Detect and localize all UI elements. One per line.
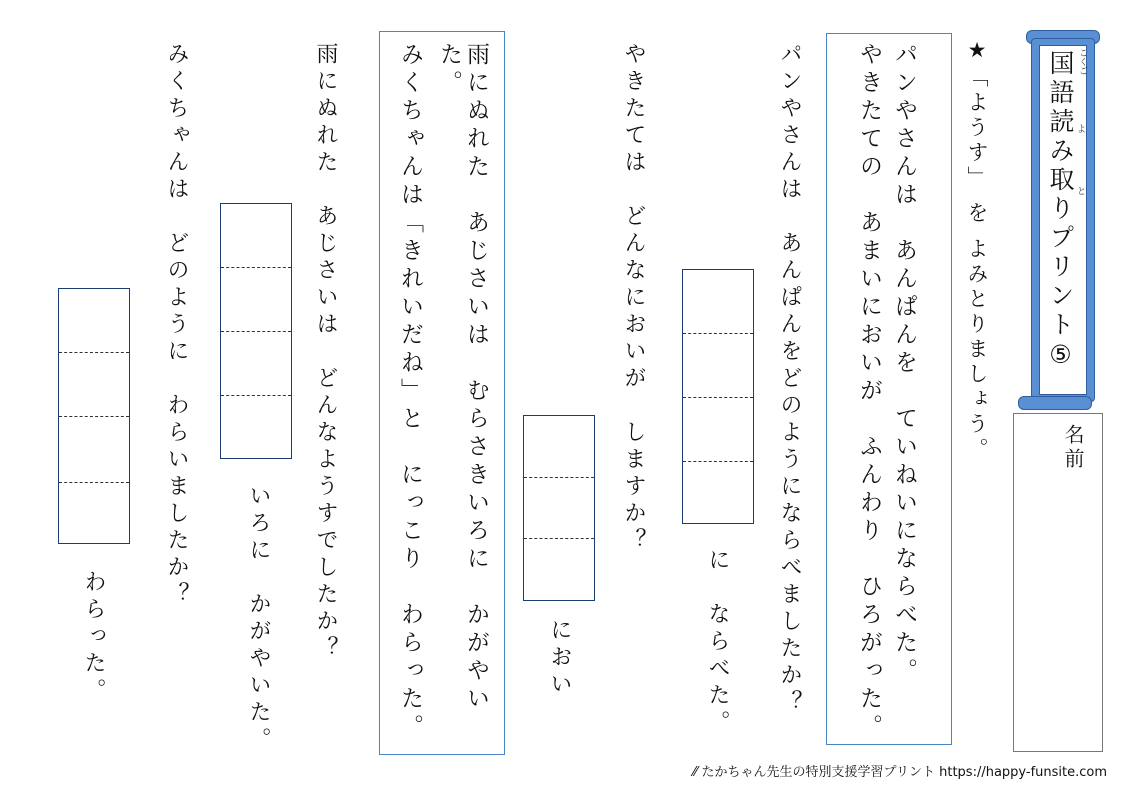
answer-box-1[interactable] [682,269,754,524]
passage-2-line-3: みくちゃんは「きれいだね」と にっこり わらった。 [397,42,423,742]
footer-brand: たかちゃん先生の特別支援学習プリント [701,765,935,780]
answer-2-suffix: におい [547,618,572,699]
passage-1-box [826,33,952,745]
title-ruby-to: と [1077,187,1087,197]
passage-1-line-2: やきたての あまいにおいが ふんわり ひろがった。 [856,42,882,742]
title-ruby-yo: よ [1077,125,1087,135]
scroll-bottom-curl [1018,396,1092,410]
name-label: 名前 [1061,424,1085,472]
question-3-text: 雨にぬれた あじさいは どんなようすでしたか？ [313,42,338,663]
page-title: 国語読み取りプリント⑤ [1046,50,1075,373]
title-ruby-kokugo: こくご [1077,48,1087,75]
footer-url[interactable]: https://happy-funsite.com [939,765,1108,780]
name-field[interactable] [1013,413,1103,752]
answer-3-suffix: いろに かがやいた。 [246,484,271,754]
question-1-text: パンやさんは あんぱんをどのようにならべましたか？ [777,42,802,717]
instruction-text: ★「ようす」 を よみとりましょう。 [965,38,989,463]
answer-box-3[interactable] [220,203,292,459]
answer-4-suffix: わらった。 [81,570,106,705]
passage-2-line-1: 雨にぬれた あじさいは むらさきいろに かがやい [463,42,489,714]
footer-logo-icon: ⁄⁄ [693,765,698,780]
answer-box-2[interactable] [523,415,595,601]
answer-box-4[interactable] [58,288,130,544]
question-4-text: みくちゃんは どのように わらいましたか？ [164,42,189,609]
passage-2-line-2: た。 [436,42,462,98]
question-2-text: やきたては どんなにおいが しますか？ [621,42,646,555]
answer-1-suffix-narabeta: ならべた。 [705,602,730,737]
footer [693,761,1107,780]
answer-1-suffix-ni: に [705,548,730,575]
passage-1-line-1: パンやさんは あんぱんを ていねいにならべた。 [891,42,917,686]
